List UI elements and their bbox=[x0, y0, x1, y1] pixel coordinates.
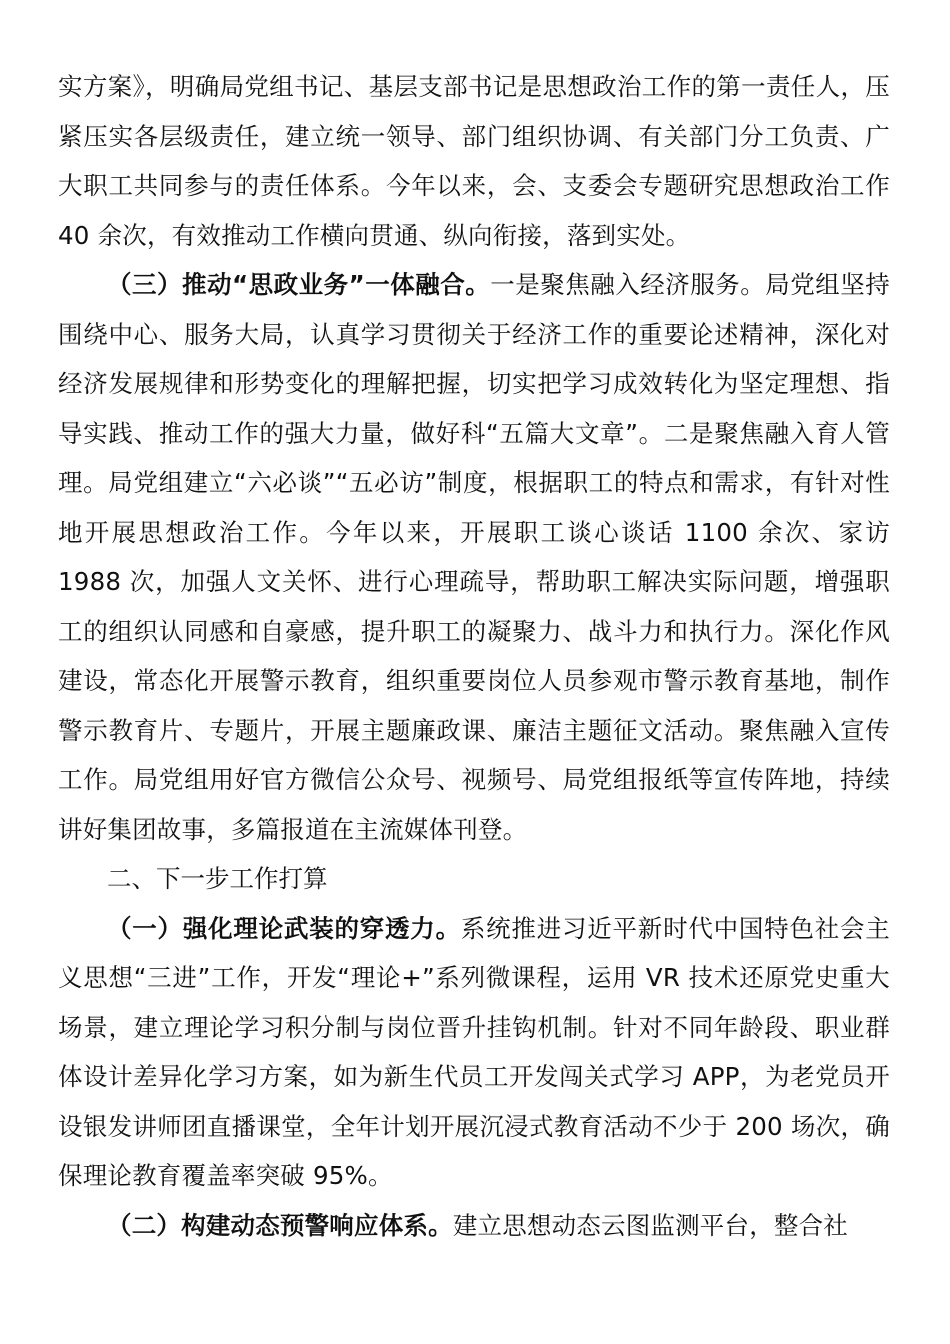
paragraph-integration bbox=[58, 260, 890, 854]
paragraph-warning-title: （二）构建动态预警响应体系。 bbox=[107, 1210, 453, 1240]
paragraph-theory-body: 系统推进习近平新时代中国特色社会主义思想“三进”工作，开发“理论+”系列微课程，运用 VR 技术还原党史重大场景，建立理论学习积分制与岗位晋升挂钩机制。针对不同年龄段、职业群体设计差异化学习方案，如为新生代员工开发闯关式学习 APP，为老党员开设银发讲师团直播课堂，全年计划开展沉浸式教育活动不少于 200 场次，确保理论教育覆盖率突破 95%。 bbox=[58, 913, 890, 1190]
paragraph-integration-body: 一是聚焦融入经济服务。局党组坚持围绕中心、服务大局，认真学习贯彻关于经济工作的重要论述精神，深化对经济发展规律和形势变化的理解把握，切实把学习成效转化为坚定理想、指导实践、推动工作的强大力量，做好科“五篇大文章”。二是聚焦融入育人管理。局党组建立“六必谈”“五必访”制度，根据职工的特点和需求，有针对性地开展思想政治工作。今年以来，开展职工谈心谈话 1100 余次、家访 1988 次，加强人文关怀、进行心理疏导，帮助职工解决实际问题，增强职工的组织认同感和自豪感，提升职工的凝聚力、战斗力和执行力。深化作风建设，常态化开展警示教育，组织重要岗位人员参观市警示教育基地，制作警示教育片、专题片，开展主题廉政课、廉洁主题征文活动。聚焦融入宣传工作。局党组用好官方微信公众号、视频号、局党组报纸等宣传阵地，持续讲好集团故事，多篇报道在主流媒体刊登。 bbox=[58, 270, 890, 844]
paragraph-theory-title: （一）强化理论武装的穿透力。 bbox=[107, 913, 461, 943]
paragraph-warning-system bbox=[58, 1201, 890, 1251]
paragraph-integration-title: （三）推动“思政业务”一体融合。 bbox=[107, 270, 491, 299]
paragraph-theory bbox=[58, 904, 890, 1201]
paragraph-warning-body: 建立思想动态云图监测平台，整合社 bbox=[452, 1210, 849, 1240]
section-heading-next-steps: 二、下一步工作打算 bbox=[107, 864, 328, 893]
paragraph-responsibility-system: 实方案》，明确局党组书记、基层支部书记是思想政治工作的第一责任人，压紧压实各层级责任，建立统一领导、部门组织协调、有关部门分工负责、广大职工共同参与的责任体系。今年以来，会、支委会专题研究思想政治工作 40 余次，有效推动工作横向贯通、纵向衔接，落到实处。 bbox=[58, 72, 890, 250]
